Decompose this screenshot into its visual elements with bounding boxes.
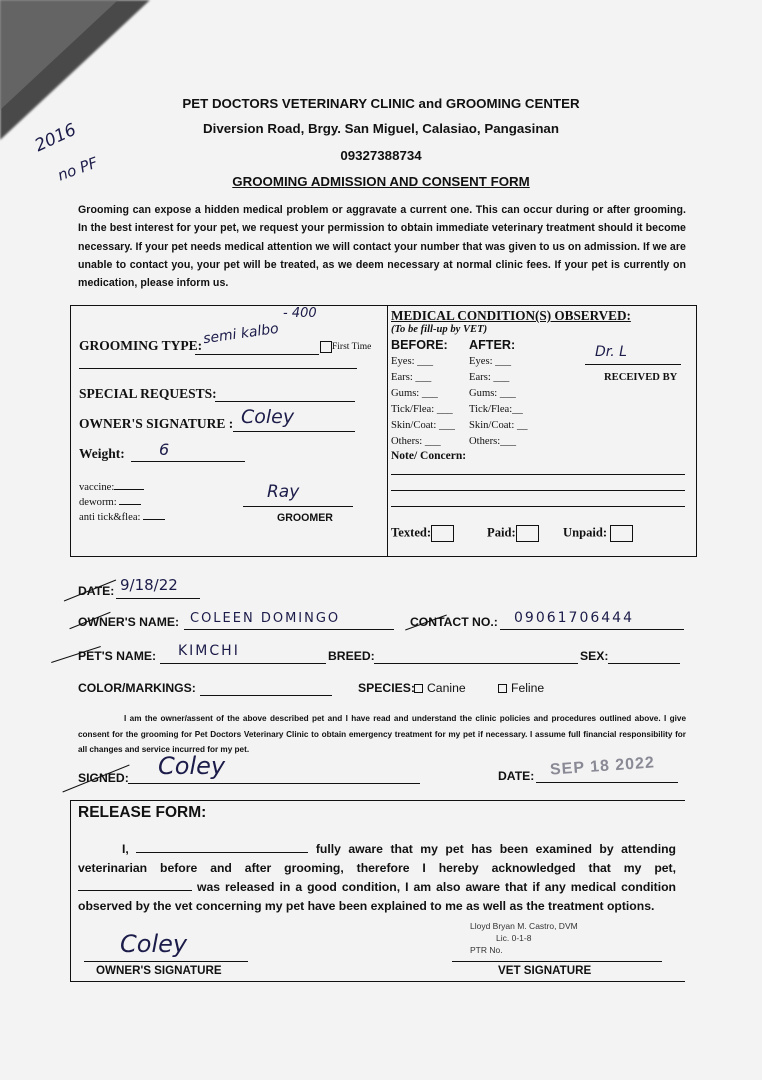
- grooming-box: [70, 305, 697, 557]
- deworm-field: [79, 497, 141, 508]
- grooming-type-value[interactable]: semi kalbo: [202, 320, 280, 348]
- first-time-option[interactable]: [320, 341, 371, 353]
- texted-field[interactable]: [391, 525, 454, 542]
- medical-title: MEDICAL CONDITION(S) OBSERVED:: [391, 308, 631, 323]
- unpaid-label: Unpaid:: [563, 525, 608, 540]
- release-owner-signature-line[interactable]: [84, 961, 248, 962]
- date-label: DATE:: [78, 584, 115, 598]
- consent-paragraph: I am the owner/assent of the above described pet and I have read and understand the clinic policies and procedures outlined above. I give consent for the grooming for Pet Doctors Veterinary Clinic to obtain emergency treatment for my pet if necessary. I assume full financial responsibility for all changes and service incurred for my pet.: [78, 714, 686, 754]
- vaccine-label: vaccine:: [79, 482, 115, 493]
- signed-label: SIGNED:: [78, 771, 129, 785]
- vaccine-field: [79, 482, 144, 493]
- anti-tick-label: anti tick&flea:: [79, 512, 141, 523]
- vet-stamp-ptr: PTR No.: [470, 945, 503, 955]
- groomer-signature-value: Ray: [267, 482, 300, 502]
- canine-checkbox[interactable]: [414, 684, 423, 693]
- box-divider: [387, 306, 388, 556]
- before-others[interactable]: Others: ___: [391, 436, 441, 447]
- vet-signature-line[interactable]: [452, 961, 662, 962]
- release-name-blank[interactable]: [136, 852, 308, 853]
- after-ears[interactable]: Ears: ___: [469, 372, 510, 383]
- sex-label: SEX:: [580, 649, 609, 663]
- owner-signature-value: Coley: [241, 406, 295, 428]
- breed-label: BREED:: [328, 649, 375, 663]
- signed-line[interactable]: [128, 783, 420, 784]
- margin-note-nopf: no PF: [55, 153, 100, 185]
- grooming-price-note: - 400: [283, 306, 317, 321]
- margin-note-year: 2016: [31, 119, 80, 157]
- received-by-label: RECEIVED BY: [604, 372, 678, 383]
- release-owner-signature-label: OWNER'S SIGNATURE: [96, 964, 222, 977]
- unpaid-checkbox[interactable]: [610, 525, 633, 542]
- owner-signature-line[interactable]: [233, 431, 355, 432]
- after-others[interactable]: Others:___: [469, 436, 517, 447]
- owner-name-value: COLEEN DOMINGO: [190, 611, 341, 626]
- feline-label: Feline: [511, 681, 545, 695]
- release-text-i: I,: [122, 842, 129, 856]
- release-title: RELEASE FORM:: [78, 804, 207, 821]
- paid-field[interactable]: [487, 525, 539, 542]
- groomer-label: GROOMER: [277, 512, 333, 524]
- first-time-label: First Time: [332, 342, 372, 353]
- texted-label: Texted:: [391, 525, 432, 540]
- owner-signature-label: OWNER'S SIGNATURE :: [79, 416, 234, 431]
- grooming-extra-line: [79, 368, 357, 369]
- release-text-2: fully aware that my pet has been examined by attending veterinarian before and after grooming, therefore I hereby acknowledged that my pet,: [78, 842, 676, 875]
- vet-stamp: [470, 920, 578, 956]
- grooming-type-label: GROOMING TYPE:: [79, 338, 203, 353]
- note-line-1[interactable]: [391, 474, 685, 475]
- before-gums[interactable]: Gums: ___: [391, 388, 438, 399]
- unpaid-field[interactable]: [563, 525, 633, 542]
- release-owner-signature-value: Coley: [120, 930, 188, 958]
- feline-checkbox[interactable]: [498, 684, 507, 693]
- after-gums[interactable]: Gums: ___: [469, 388, 516, 399]
- owner-name-label: OWNER'S NAME:: [78, 615, 180, 629]
- pet-name-label: PET'S NAME:: [78, 649, 157, 663]
- after-eyes[interactable]: Eyes: ___: [469, 356, 512, 367]
- canine-option[interactable]: [414, 681, 466, 695]
- form-title: GROOMING ADMISSION AND CONSENT FORM: [232, 174, 530, 189]
- received-by-line: [585, 364, 681, 365]
- medical-subtitle: (To be fill-up by VET): [391, 324, 488, 335]
- weight-line[interactable]: [131, 461, 245, 462]
- before-skincoat[interactable]: Skin/Coat: ___: [391, 420, 455, 431]
- pet-name-line[interactable]: [160, 663, 326, 664]
- after-tickflea[interactable]: Tick/Flea:__: [469, 404, 523, 415]
- deworm-blank[interactable]: [119, 504, 141, 505]
- signed-date-line[interactable]: [536, 782, 678, 783]
- note-line-3[interactable]: [391, 506, 685, 507]
- before-tickflea[interactable]: Tick/Flea: ___: [391, 404, 453, 415]
- received-by-value: Dr. L: [595, 344, 627, 360]
- after-label: AFTER:: [469, 338, 516, 352]
- release-text: [78, 840, 676, 916]
- before-ears[interactable]: Ears: ___: [391, 372, 432, 383]
- vet-stamp-license: Lic. 0-1-8: [496, 933, 532, 943]
- before-label: BEFORE:: [391, 338, 448, 352]
- vaccine-blank[interactable]: [114, 489, 144, 490]
- weight-label: Weight:: [79, 446, 125, 461]
- sex-line[interactable]: [608, 663, 680, 664]
- canine-label: Canine: [427, 681, 466, 695]
- contact-value: 09061706444: [514, 610, 634, 626]
- intro-paragraph: Grooming can expose a hidden medical problem or aggravate a current one. This can occur during or after grooming. In the best interest for your pet, we request your permission to obtain immediate veterinary treatment should it become necessary. If your pet needs medical attention we will contact your number that was given to us on admission. If we are unable to contact you, your pet will be treated, as we deem necessary at normal clinic fees. If your pet is currently on medication, please inform us.: [78, 204, 686, 290]
- before-eyes[interactable]: Eyes: ___: [391, 356, 434, 367]
- release-text-3: was released in a good condition, I am also aware that if any medical condition observed by the vet concerning my pet have been explained to me as well as the treatment options.: [78, 880, 676, 913]
- species-label: SPECIES:: [358, 681, 415, 695]
- paid-checkbox[interactable]: [516, 525, 539, 542]
- pet-name-value: KIMCHI: [178, 643, 240, 659]
- clinic-name: PET DOCTORS VETERINARY CLINIC and GROOMING CENTER: [182, 96, 580, 111]
- vet-signature-label: VET SIGNATURE: [498, 964, 592, 977]
- texted-checkbox[interactable]: [431, 525, 454, 542]
- paid-label: Paid:: [487, 525, 516, 540]
- signed-value: Coley: [158, 752, 226, 780]
- date-value: 9/18/22: [120, 576, 178, 594]
- first-time-checkbox[interactable]: [320, 341, 332, 353]
- breed-line[interactable]: [374, 663, 578, 664]
- special-requests-label: SPECIAL REQUESTS:: [79, 386, 217, 401]
- signed-date-label: DATE:: [498, 769, 535, 783]
- after-skincoat[interactable]: Skin/Coat: __: [469, 420, 528, 431]
- note-line-2[interactable]: [391, 490, 685, 491]
- contact-label: CONTACT NO.:: [410, 615, 498, 629]
- release-pet-blank[interactable]: [78, 890, 192, 891]
- contact-line[interactable]: [500, 629, 684, 630]
- vet-stamp-name: Lloyd Bryan M. Castro, DVM: [470, 921, 578, 931]
- special-requests-line[interactable]: [215, 401, 355, 402]
- date-line[interactable]: [116, 598, 200, 599]
- anti-tick-field: [79, 512, 165, 523]
- clinic-address: Diversion Road, Brgy. San Miguel, Calasiao, Pangasinan: [203, 121, 559, 136]
- clinic-phone: 09327388734: [340, 148, 422, 163]
- grooming-type-line: [195, 354, 319, 355]
- page-corner-fold: [0, 0, 118, 110]
- color-markings-line[interactable]: [200, 695, 332, 696]
- weight-value: 6: [159, 440, 170, 459]
- groomer-line: [243, 506, 353, 507]
- anti-tick-blank[interactable]: [143, 519, 165, 520]
- owner-name-line[interactable]: [184, 629, 394, 630]
- note-concern-label: Note/ Concern:: [391, 450, 467, 462]
- color-markings-label: COLOR/MARKINGS:: [78, 681, 196, 695]
- deworm-label: deworm:: [79, 497, 117, 508]
- signed-date-stamp: SEP 18 2022: [549, 754, 656, 779]
- feline-option[interactable]: [498, 681, 544, 695]
